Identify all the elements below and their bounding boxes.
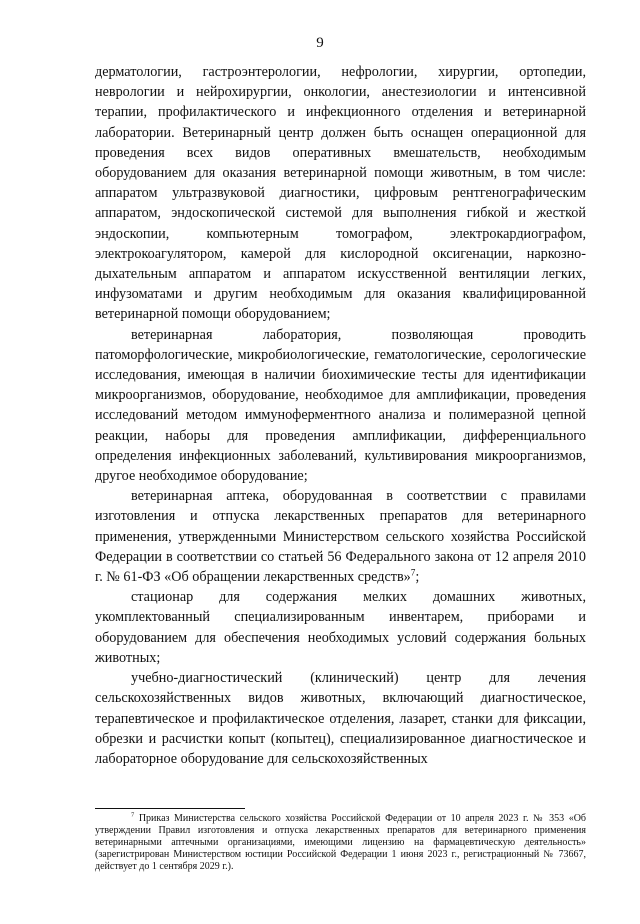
paragraph-veterinary-laboratory: [95, 325, 586, 487]
paragraph-tail: ;: [415, 569, 420, 586]
footnote-text: Приказ Министерства сельского хозяйства Российской Федерации от 10 апреля 2023 г. № 353 «Об утверждении Правил изготовления и отпуска лекарственных препаратов для ветеринарного применения ветеринарными аптечными организациями, имеющими лицензию на фармацевтическую деятельность» (зарегистрирован Министерством юстиции Российской Федерации 1 июня 2023 г., регистрационный № 73667, действует до 1 сентября 2029 г.).: [95, 813, 587, 872]
paragraph-text: ветеринарная аптека, оборудованная в соответствии с правилами изготовления и отпуска лекарственных препаратов для ветеринарного применения, утвержденными Министерством сельского хозяйства Российской Федерации в соответствии со статьей 56 Федерального закона от 12 апреля 2010 г. № 61-ФЗ «Об обращении лекарственных средств»: [95, 488, 586, 586]
paragraph-clinical-center: [95, 668, 586, 769]
footnote: [95, 813, 586, 873]
paragraph-continuation: [95, 62, 586, 325]
paragraph-text: ветеринарная лаборатория, позволяющая проводить патоморфологические, микробиологические, гематологические, серологические исследования, имеющая в наличии биохимические тесты для идентификации микроорганизмов, оборудование, необходимое для амплификации, проведения исследований методом иммуноферментного анализа и полимеразной цепной реакции, наборы для проведения амплификации, дифференциального определения инфекционных заболеваний, культивирования микроорганизмов, другое необходимое оборудование;: [95, 326, 586, 485]
paragraph-text: стационар для содержания мелких домашних животных, укомплектованный специализированным инвентарем, приборами и оборудованием для обеспечения необходимых условий содержания больных животных;: [95, 589, 586, 666]
paragraph-text: дерматологии, гастроэнтерологии, нефрологии, хирургии, ортопедии, неврологии и нейрохирургии, онкологии, анестезиологии и интенсивной терапии, профилактического и инфекционного отделения и ветеринарной лаборатории. Ветеринарный центр должен быть оснащен операционной для проведения всех видов оперативных вмешательств, необходимым оборудованием для оказания ветеринарной помощи животным, в том числе: аппаратом ультразвуковой диагностики, цифровым рентгенографическим аппаратом, эндоскопической системой для выполнения гибкой и жесткой эндоскопии, компьютерным томографом, электрокардиографом, электрокоагулятором, камерой для кислородной оксигенации, наркозно-дыхательным аппаратом и аппаратом искусственной вентиляции легких, инфузоматами и другим необходимым для оказания квалифицированной ветеринарной помощи оборудованием;: [95, 64, 586, 323]
paragraph-veterinary-pharmacy: [95, 486, 586, 587]
footnote-separator: [95, 808, 245, 809]
page-number: 9: [316, 35, 324, 51]
body-text: [95, 62, 586, 769]
paragraph-text: учебно-диагностический (клинический) центр для лечения сельскохозяйственных видов животных, включающий диагностическое, терапевтическое и профилактическое отделения, лазарет, станки для фиксации, обрезки и расчистки копыт (копытец), специализированное диагностическое и лабораторное оборудование для сельскохозяйственных: [95, 670, 586, 767]
footnote-reference[interactable]: 7: [410, 567, 416, 578]
footnote-number: 7: [131, 811, 135, 819]
paragraph-inpatient-facility: [95, 587, 586, 668]
